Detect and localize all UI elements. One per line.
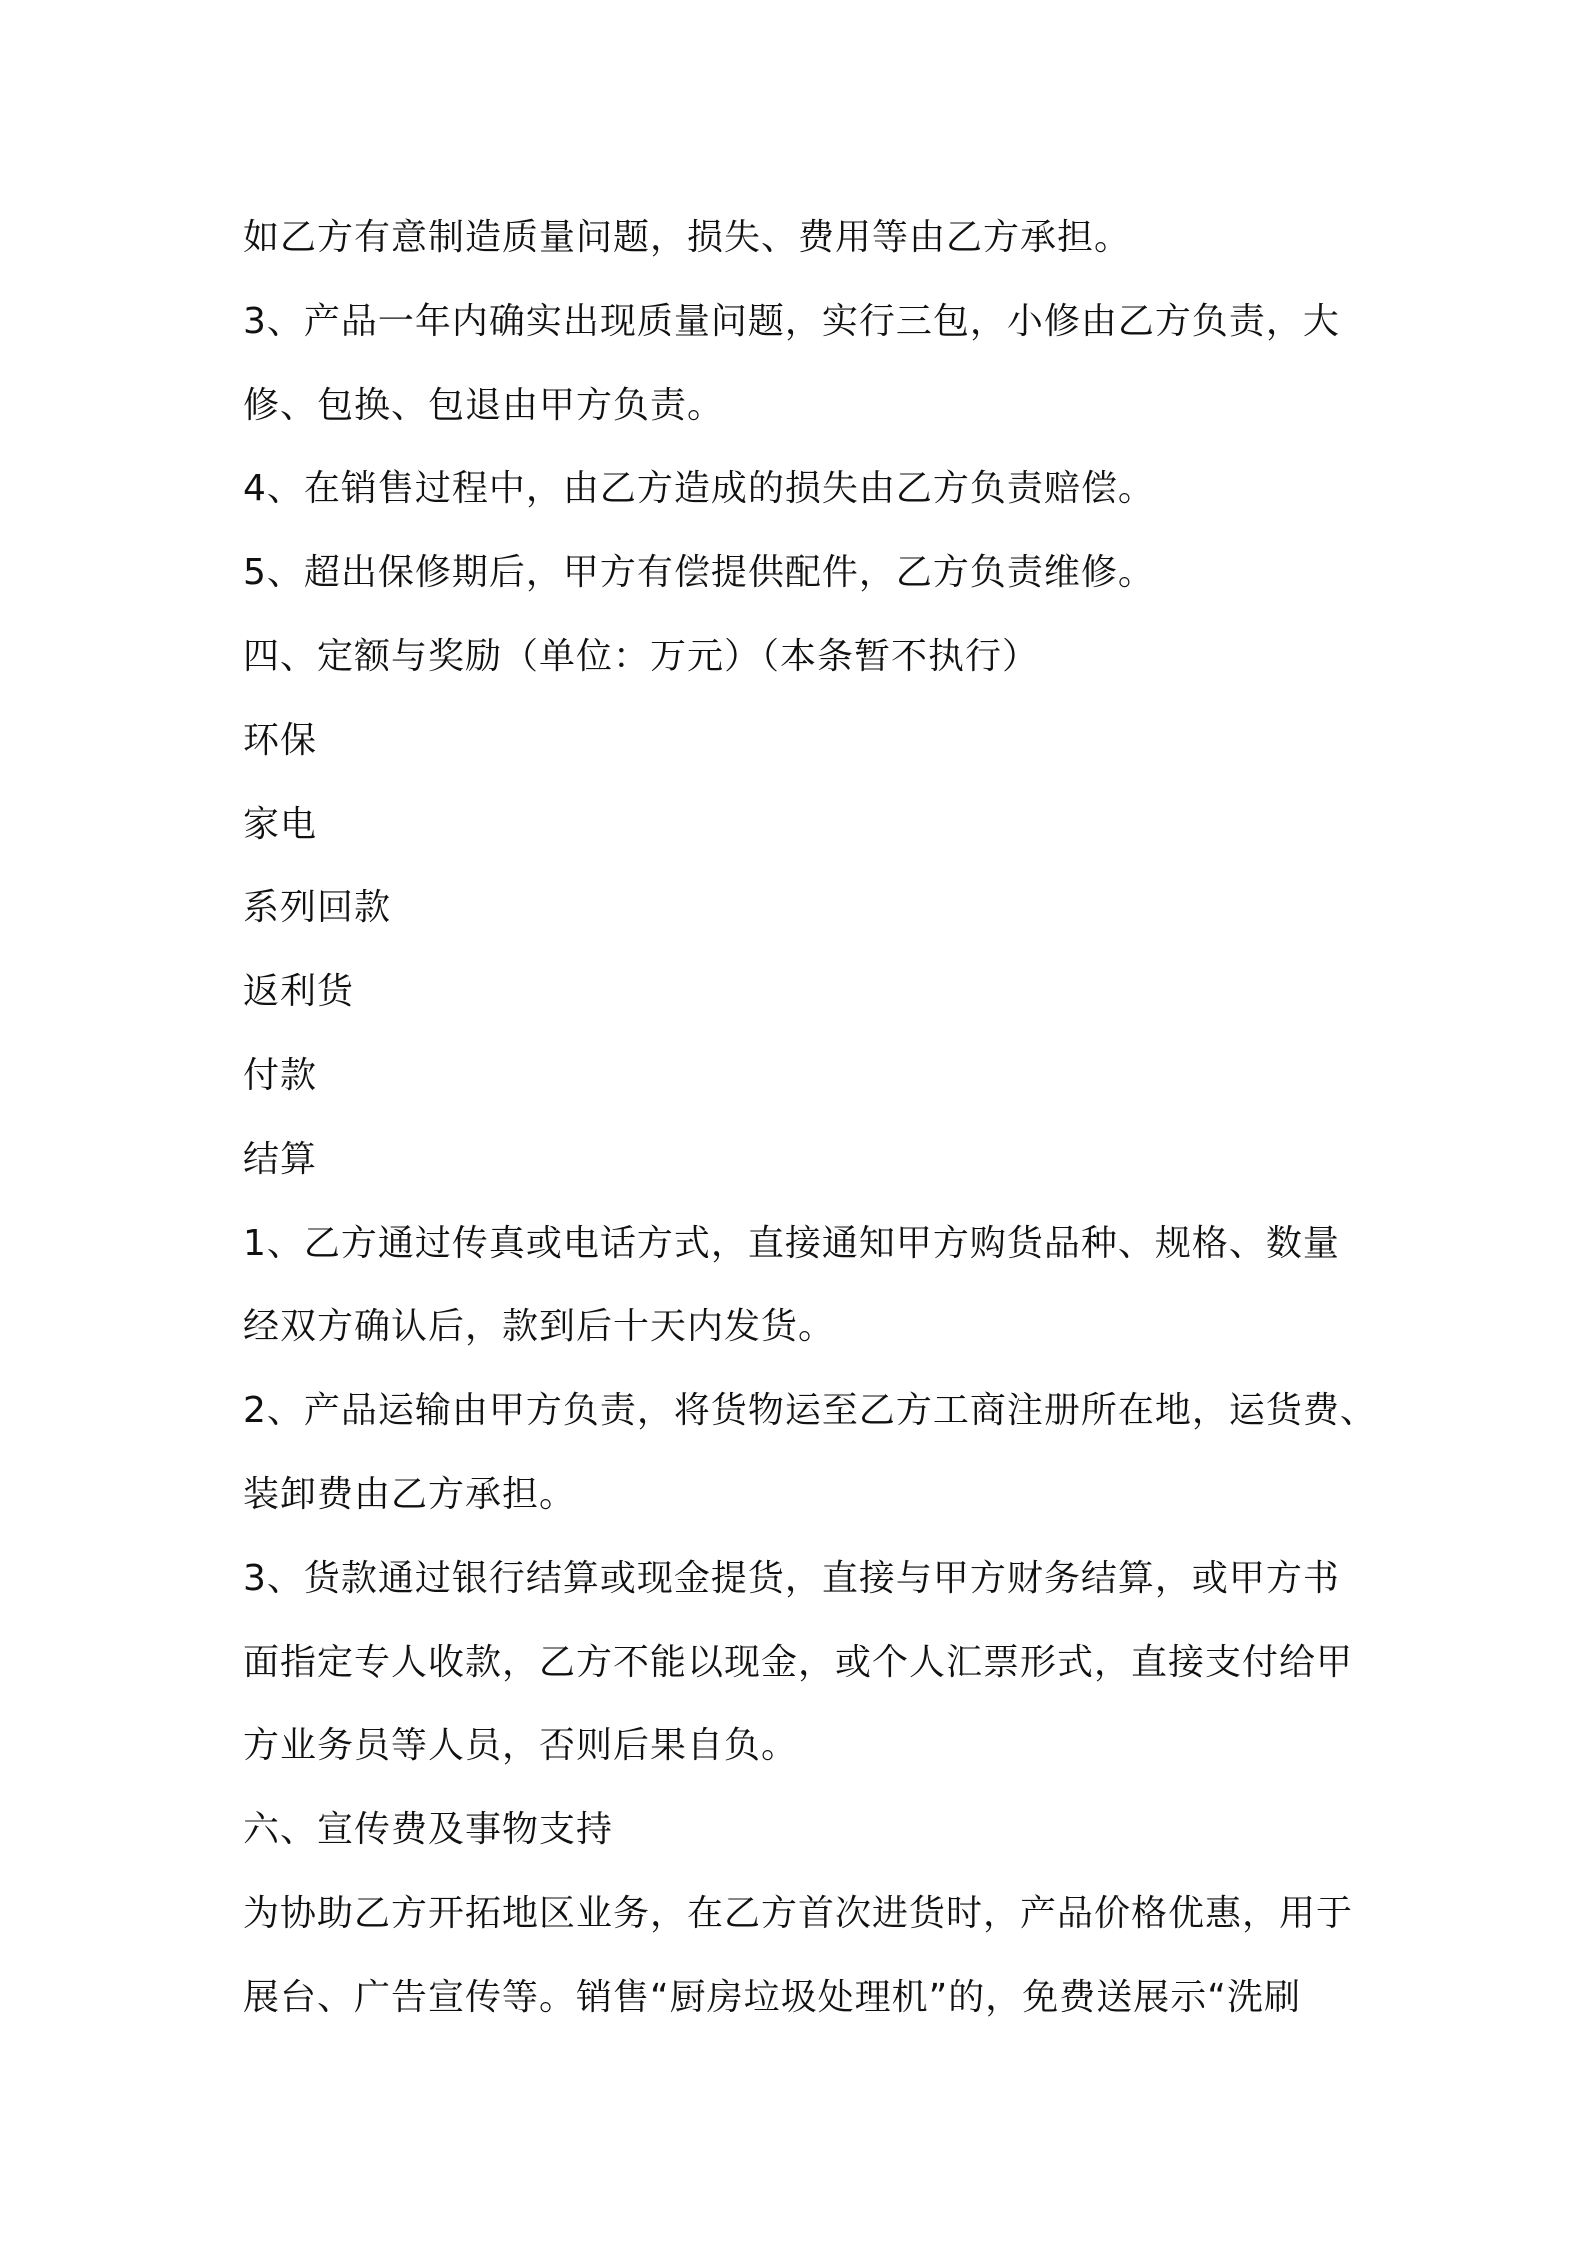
list-item: 结算 [243, 1138, 318, 1180]
section-heading: 六、宣传费及事物支持 [243, 1809, 614, 1851]
paragraph-line: 5、超出保修期后，甲方有偿提供配件，乙方负责维修。 [243, 552, 1155, 594]
list-item: 环保 [243, 719, 318, 761]
paragraph-line: 3、产品一年内确实出现质量问题，实行三包，小修由乙方负责，大 [243, 300, 1340, 342]
paragraph-line: 展台、广告宣传等。销售“厨房垃圾处理机”的，免费送展示“洗刷 [243, 1976, 1301, 2018]
paragraph-line: 1、乙方通过传真或电话方式，直接通知甲方购货品种、规格、数量 [243, 1222, 1340, 1264]
paragraph-line: 如乙方有意制造质量问题，损失、费用等由乙方承担。 [243, 217, 1132, 258]
list-item: 付款 [243, 1054, 318, 1096]
list-item: 返利货 [243, 971, 355, 1013]
paragraph-line: 4、在销售过程中，由乙方造成的损失由乙方负责赔偿。 [243, 468, 1155, 510]
document-body [243, 196, 1383, 2040]
paragraph-line: 面指定专人收款，乙方不能以现金，或个人汇票形式，直接支付给甲 [243, 1641, 1354, 1683]
list-item: 系列回款 [243, 887, 392, 929]
paragraph-line: 2、产品运输由甲方负责，将货物运至乙方工商注册所在地，运货费、 [243, 1390, 1377, 1432]
section-heading: 四、定额与奖励（单位：万元）（本条暂不执行） [243, 635, 1040, 677]
paragraph-line: 经双方确认后，款到后十天内发货。 [243, 1306, 836, 1348]
paragraph-line: 3、货款通过银行结算或现金提货，直接与甲方财务结算，或甲方书 [243, 1557, 1340, 1599]
paragraph-line: 方业务员等人员，否则后果自负。 [243, 1725, 799, 1767]
paragraph-line: 修、包换、包退由甲方负责。 [243, 384, 725, 426]
paragraph-line: 装卸费由乙方承担。 [243, 1473, 577, 1515]
paragraph-line: 为协助乙方开拓地区业务，在乙方首次进货时，产品价格优惠，用于 [243, 1892, 1354, 1934]
list-item: 家电 [243, 803, 318, 845]
